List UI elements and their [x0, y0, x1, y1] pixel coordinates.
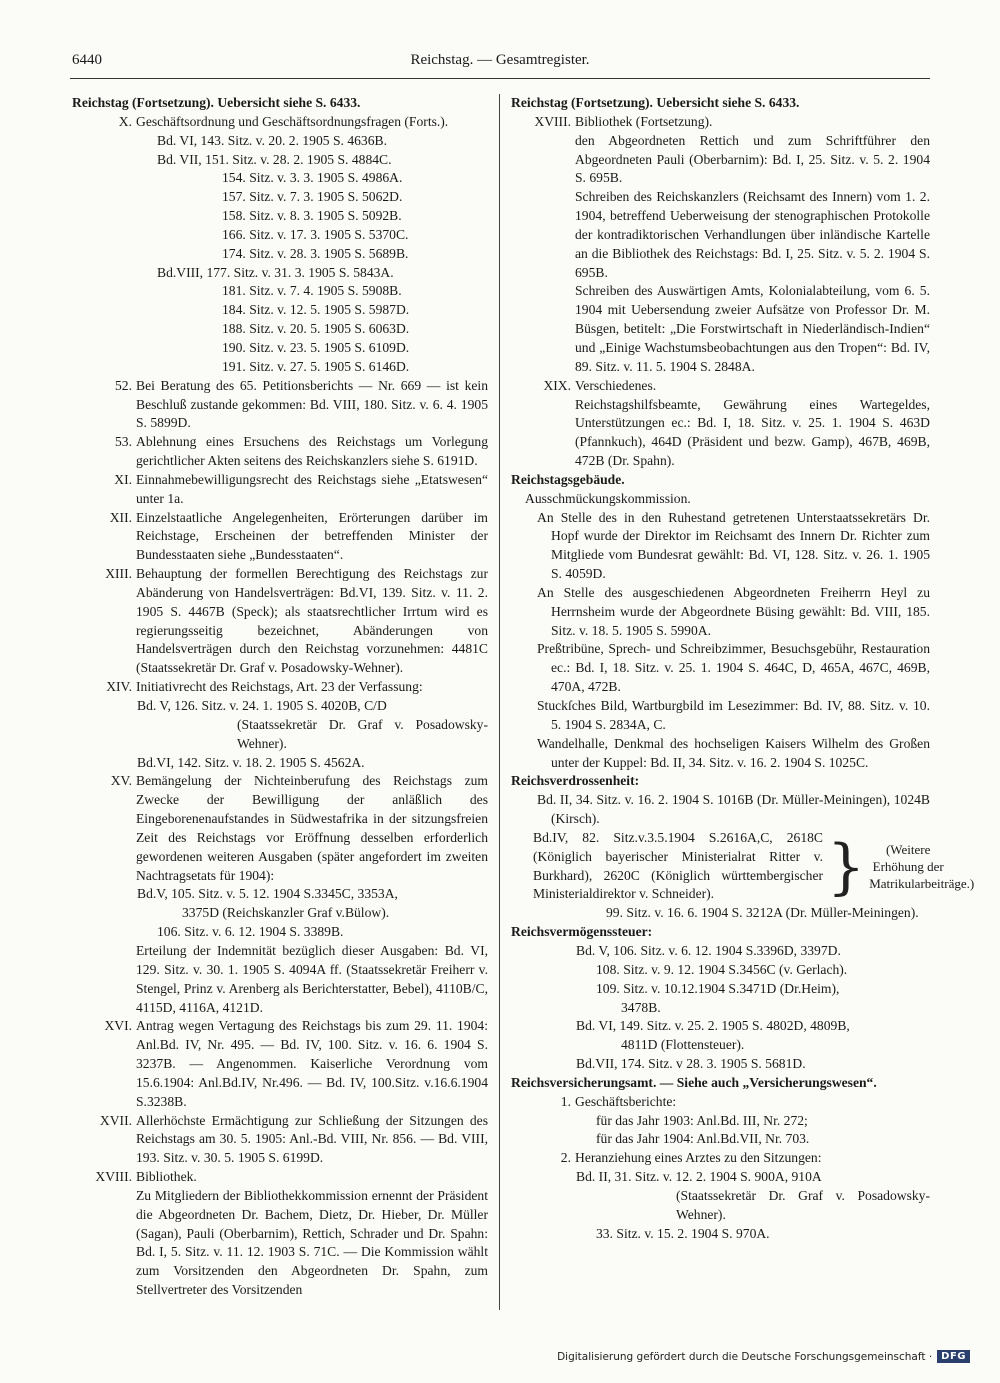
- index-entry: Wandelhalle, Denkmal des hochseligen Kaisers Wilhelm des Großen unter der Kuppel: Bd. II, 34. Sitz. v. 16. 2. 1904 S. 1025C.: [537, 735, 930, 770]
- index-heading: Reichsversicherungsamt. — Siehe auch „Versicherungswesen“.: [511, 1074, 877, 1090]
- index-reference: Zu Mitgliedern der Bibliothekkommission ernennt der Präsident die Abgeordneten Dr. Bachem, Dietz, Dr. Hieber, Dr. Müller (Sagan), Pauli (Oberbarnim), Rettich, Schrader und Dr. Spahn: Bd. I, 5. Sitz. v. 11. 12. 1903 S. 71C. — Die Kommission wählt zum Vorsitzenden den Abgeordneten Dr. Spahn, zum Stellvertreter des Vorsitzenden: [136, 1187, 488, 1298]
- section-text: Antrag wegen Vertagung des Reichstags bis zum 29. 11. 1904: Anl.Bd. IV, Nr. 495. — Bd. IV, 100. Sitz. v. 16. 6. 1904 S. 3237B. — Angenommen. Kaiserliche Verordnung vom 15.6.1904: Anl.Bd.IV, Nr.496. — Bd. IV, 100.Sitz. v.16.6.1904 S.3238B.: [136, 1018, 488, 1109]
- index-entry: An Stelle des in den Ruhestand getretenen Unterstaatssekretärs Dr. Hopf wurde der Direktor im Reichsamt des Innern Dr. Richter zum Mitgliede vom Bundesrat gewählt: Bd. VI, 128. Sitz. v. 26. 1. 1905 S. 4059D.: [537, 509, 930, 582]
- index-reference: (Staatssekretär Dr. Graf v. Posadowsky-Wehner).: [676, 1187, 930, 1222]
- index-section: [72, 1112, 488, 1169]
- index-entry: An Stelle des ausgeschiedenen Abgeordneten Freiherrn Heyl zu Herrnsheim wurde der Abgeordnete Büsing gewählt: Bd. VIII, 185. Sitz. v. 18. 5. 1905 S. 5990A.: [537, 584, 930, 638]
- index-section: [72, 1017, 488, 1111]
- index-reference: 99. Sitz. v. 16. 6. 1904 S. 3212A (Dr. Müller-Meiningen).: [606, 905, 919, 921]
- index-reference: Bd. II, 31. Sitz. v. 12. 2. 1904 S. 900A, 910A: [576, 1169, 822, 1185]
- index-section: [72, 113, 488, 132]
- bracketed-references: [511, 829, 975, 904]
- index-section: [511, 377, 930, 396]
- right-column: [511, 94, 975, 1314]
- index-section: [72, 772, 488, 885]
- section-text: Bibliothek.: [136, 1169, 197, 1185]
- index-section: [72, 509, 488, 566]
- section-text: Bibliothek (Fortsetzung).: [575, 113, 713, 129]
- index-reference: 158. Sitz. v. 8. 3. 1905 S. 5092B.: [222, 208, 402, 224]
- section-numeral: XVII.: [99, 1112, 132, 1128]
- item-text: Bei Beratung des 65. Petitionsberichts — Nr. 669 — ist kein Beschluß zustande gekommen: Bd. VIII, 180. Sitz. v. 6. 4. 1905 S. 5899D.: [136, 377, 488, 431]
- section-text: Einnahmebewilligungsrecht des Reichstags siehe „Etatswesen“ unter 1a.: [136, 471, 488, 506]
- index-heading: Reichstag (Fortsetzung). Uebersicht siehe S. 6433.: [511, 95, 800, 110]
- index-section: [72, 1168, 488, 1187]
- item-text: Heranziehung eines Arztes zu den Sitzungen:: [575, 1150, 822, 1166]
- page-title: Reichstag. — Gesamtregister.: [410, 52, 590, 68]
- section-numeral: XVIII.: [534, 113, 571, 129]
- index-reference: 184. Sitz. v. 12. 5. 1905 S. 5987D.: [222, 302, 410, 318]
- section-numeral: XVI.: [104, 1018, 132, 1034]
- column-divider: [499, 94, 500, 1310]
- item-text: Ablehnung eines Ersuchens des Reichstags um Vorlegung gerichtlicher Akten seitens des Reichskanzlers siehe S. 6191D.: [136, 434, 488, 469]
- index-reference: Schreiben des Reichskanzlers (Reichsamt des Innern) vom 1. 2. 1904, betreffend Ueberweisung der stenographischen Protokolle der kontradiktorischen Verhandlungen über inländische Kartelle an die Bibliothek des Reichstags: Bd. I, 25. Sitz. v. 5. 2. 1904 S. 695B.: [575, 189, 930, 280]
- index-reference: für das Jahr 1903: Anl.Bd. III, Nr. 272;: [596, 1112, 808, 1128]
- index-subheading: Ausschmückungskommission.: [525, 490, 691, 506]
- index-reference: 108. Sitz. v. 9. 12. 1904 S.3456C (v. Gerlach).: [596, 961, 848, 977]
- section-numeral: XVIII.: [95, 1169, 132, 1185]
- footer-credit: [557, 1350, 970, 1363]
- section-numeral: XII.: [109, 509, 132, 525]
- index-section: [72, 471, 488, 509]
- index-section: [511, 113, 930, 132]
- index-section: [72, 678, 488, 697]
- index-section: [72, 565, 488, 678]
- page-number: 6440: [72, 52, 102, 68]
- section-numeral: XI.: [114, 471, 132, 487]
- index-reference: Bd. VII, 151. Sitz. v. 28. 2. 1905 S. 4884C.: [157, 151, 392, 167]
- index-reference: 4811D (Flottensteuer).: [621, 1037, 745, 1053]
- index-reference: 3478B.: [621, 999, 661, 1015]
- section-numeral: XIII.: [105, 566, 132, 582]
- section-text: Bemängelung der Nichteinberufung des Reichstags zum Zwecke der Bewilligung der anläßlich des Eingeborenenaufstandes in Südwestafrika in der sitzungsfreien Zeit des Reichstags vor Eröffnung desselben erforderlich gewordenen weiteren Ausgaben (später angefordert im zweiten Nachtragsetats für 1904):: [136, 773, 488, 883]
- index-entry: Preßtribüne, Sprech- und Schreibzimmer, Besuchsgebühr, Restauration ec.: Bd. I, 18. Sitz. v. 25. 1. 1904 S. 464C, D, 465A, 467C, 469B, 470A, 472B.: [537, 641, 930, 695]
- index-reference: 109. Sitz. v. 10.12.1904 S.3471D (Dr.Heim),: [596, 980, 840, 996]
- index-reference: 191. Sitz. v. 27. 5. 1905 S. 6146D.: [222, 358, 410, 374]
- index-reference: 181. Sitz. v. 7. 4. 1905 S. 5908B.: [222, 283, 402, 299]
- index-reference: Bd.VIII, 177. Sitz. v. 31. 3. 1905 S. 5843A.: [157, 264, 394, 280]
- index-reference: 106. Sitz. v. 6. 12. 1904 S. 3389B.: [157, 924, 344, 940]
- index-reference: 3375D (Reichskanzler Graf v.Bülow).: [182, 905, 390, 921]
- index-entry: Bd. II, 34. Sitz. v. 16. 2. 1904 S. 1016B (Dr. Müller-Meiningen), 1024B (Kirsch).: [537, 792, 930, 827]
- index-reference: Schreiben des Auswärtigen Amts, Kolonialabteilung, vom 6. 5. 1904 mit Uebersendung zweier Aufsätze von Professor Dr. M. Büsgen, betitelt: „Die Forstwirtschaft in Niederländisch-Indien“ und „Einige Wachstumsbeobachtungen aus den Tropen“: Bd. IV, 89. Sitz. v. 11. 5. 1904 S. 2848A.: [575, 283, 930, 374]
- index-reference: Bd.VII, 174. Sitz. v 28. 3. 1905 S. 5681D.: [576, 1056, 806, 1072]
- section-text: Geschäftsordnung und Geschäftsordnungsfragen (Forts.).: [136, 113, 449, 129]
- index-reference: Reichstagshilfsbeamte, Gewährung eines Wartegeldes, Unterstützungen ec.: Bd. I, 18. Sitz. v. 25. 1. 1904 S. 463D (Pfannkuch), 464D (Präsident und bezw. Gamp), 467B, 469B, 472B (Dr. Spahn).: [575, 396, 930, 469]
- item-number: 52.: [115, 377, 132, 393]
- index-reference: 166. Sitz. v. 17. 3. 1905 S. 5370C.: [222, 226, 409, 242]
- section-text: Behauptung der formellen Berechtigung des Reichstags zur Abänderung von Handelsverträgen: Bd.VI, 139. Sitz. v. 11. 2. 1905 S. 4467B (Speck); als staatsrechtlicher Irrtum wird es regierungsseitig bezeichnet, Abänderungen von Handelsverträgen durch den Reichstag vorzunehmen: 4481C (Staatssekretär Dr. Graf v. Posadowsky-Wehner).: [136, 566, 488, 676]
- section-numeral: XIV.: [106, 679, 132, 695]
- left-column: [72, 94, 488, 1314]
- index-reference: Bd. VI, 149. Sitz. v. 25. 2. 1905 S. 4802D, 4809B,: [576, 1018, 850, 1034]
- header-rule: [70, 78, 930, 79]
- index-heading: Reichsvermögenssteuer:: [511, 924, 653, 940]
- index-reference: Bd. VI, 143. Sitz. v. 20. 2. 1905 S. 4636B.: [157, 132, 387, 148]
- item-number: 53.: [115, 434, 132, 450]
- index-reference: 33. Sitz. v. 15. 2. 1904 S. 970A.: [596, 1225, 770, 1241]
- index-reference: 157. Sitz. v. 7. 3. 1905 S. 5062D.: [222, 189, 403, 205]
- index-reference: Bd.VI, 142. Sitz. v. 18. 2. 1905 S. 4562A.: [137, 754, 365, 770]
- section-text: Verschiedenes.: [575, 377, 657, 393]
- index-reference: Bd. V, 126. Sitz. v. 24. 1. 1905 S. 4020B, C/D: [137, 698, 387, 713]
- item-number: 2.: [560, 1150, 571, 1166]
- bracket-note: (Weitere Erhöhung der Matrikularbeiträge.): [869, 842, 975, 892]
- index-reference: 174. Sitz. v. 28. 3. 1905 S. 5689B.: [222, 245, 409, 261]
- section-text: Allerhöchste Ermächtigung zur Schließung der Sitzungen des Reichstags am 30. 5. 1905: Anl.-Bd. VIII, Nr. 856. — Bd. VIII, 193. Sitz. v. 30. 5. 1905 S. 6199D.: [136, 1112, 488, 1166]
- index-reference: 154. Sitz. v. 3. 3. 1905 S. 4986A.: [222, 170, 403, 186]
- index-reference: Bd. V, 106. Sitz. v. 6. 12. 1904 S.3396D, 3397D.: [576, 942, 841, 958]
- brace-symbol: }: [827, 831, 866, 902]
- index-numbered-item: [72, 377, 488, 434]
- bracketed-text: Bd.IV, 82. Sitz.v.3.5.1904 S.2616A,C, 2618C (Königlich bayerischer Ministerialrat Ritter v. Burkhard), 2620C (Königlich württembergischer Ministerialdirektor v. Schneider).: [533, 829, 823, 902]
- index-reference: 190. Sitz. v. 23. 5. 1905 S. 6109D.: [222, 339, 410, 355]
- index-reference: 188. Sitz. v. 20. 5. 1905 S. 6063D.: [222, 321, 410, 337]
- index-numbered-item: [72, 433, 488, 471]
- section-numeral: XIX.: [543, 377, 571, 393]
- index-reference: Bd.V, 105. Sitz. v. 5. 12. 1904 S.3345C, 3353A,: [137, 886, 398, 902]
- index-entry: Stuckſches Bild, Wartburgbild im Lesezimmer: Bd. IV, 88. Sitz. v. 10. 5. 1904 S. 2834A, C.: [537, 698, 930, 732]
- index-reference: (Staatssekretär Dr. Graf v. Posadowsky-Wehner).: [237, 716, 488, 751]
- index-heading: Reichstag (Fortsetzung). Uebersicht siehe S. 6433.: [72, 95, 361, 110]
- section-text: Initiativrecht des Reichstags, Art. 23 der Verfassung:: [136, 679, 423, 695]
- index-heading: Reichsverdrossenheit:: [511, 773, 640, 789]
- index-numbered-item: [511, 1149, 930, 1168]
- section-text: Einzelstaatliche Angelegenheiten, Erörterungen darüber im Reichstage, Erscheinen der betreffenden Minister der Bundesstaaten siehe „Bundesstaaten“.: [136, 509, 488, 563]
- dfg-logo: DFG: [937, 1350, 970, 1363]
- index-reference: den Abgeordneten Rettich und zum Schriftführer den Abgeordneten Pauli (Oberbarnim): Bd. I, 25. Sitz. v. 5. 2. 1904 S. 695B.: [575, 132, 930, 186]
- item-text: Geschäftsberichte:: [575, 1093, 677, 1109]
- index-numbered-item: [511, 1093, 930, 1112]
- section-numeral: XV.: [110, 773, 132, 789]
- section-numeral: X.: [118, 113, 132, 129]
- index-heading: Reichstagsgebäude.: [511, 471, 625, 487]
- footer-text: Digitalisierung gefördert durch die Deutsche Forschungsgemeinschaft ·: [557, 1350, 933, 1363]
- index-reference: für das Jahr 1904: Anl.Bd.VII, Nr. 703.: [596, 1131, 810, 1147]
- item-number: 1.: [560, 1093, 571, 1109]
- index-reference: Erteilung der Indemnität bezüglich dieser Ausgaben: Bd. VI, 129. Sitz. v. 30. 1. 1905 S. 4094A ff. (Staatssekretär Freiherr v. Stengel, Prinz v. Arenberg als Berichterstatter, Bebel), 4110B/C, 4115D, 4116A, 4121D.: [136, 942, 488, 1015]
